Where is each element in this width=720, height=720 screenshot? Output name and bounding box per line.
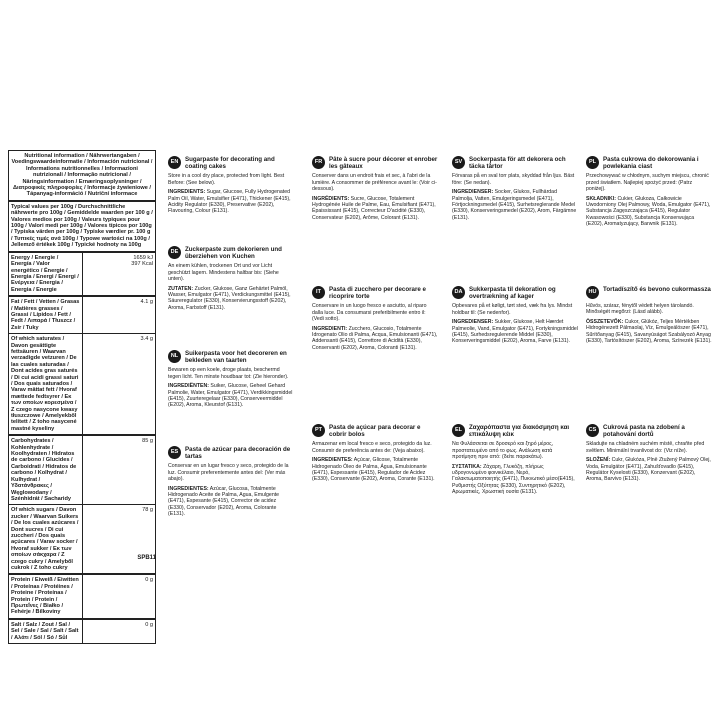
lang-block-pl [586,156,712,228]
block-title: Ζαχαρόπαστα για διακόσμηση και επικάλυψη κέικ [469,424,570,439]
language-badge: SV [452,156,465,169]
language-badge: ES [168,446,181,459]
ingredients-text [168,189,294,215]
nutrition-row-carbs-label: Carbohydrates / Kohlenhydrate / Koolhydraten / Hidratos de carbono / Glucides / Carboidrati / Hidratos de carbono / Kolhydrat / Kulhydrat / Υδατάνθρακες / Węglowodany / Szénhidrát / Sacharidy [9,435,83,505]
ingredients-text [312,196,438,222]
storage-text: Skladujte na chladném suchém místě, chraňte před světlem. Minimální trvanlivost do: (Viz níže). [586,441,705,454]
block-title: Sockerpasta för att dekorera och täcka tårtor [469,156,566,171]
storage-text: An einem kühlen, trockenen Ort und vor Licht geschützt lagern. Mindestens haltbar bis: (Siehe unten). [168,263,279,283]
ingredients-list: Sucre, Glucose, Totalement Hydrogénée Huile de Palme, Eau, Émulsifiant (E471), Épaississant (E415), Correcteur D'acidité (E330), Conservateur (E202), Arôme, Colorant (E131). [312,195,436,221]
language-badge: EN [168,156,181,169]
storage-text: Przechowywać w chłodnym, suchym miejscu, chronić przed światłem. Najlepiej spożyć przed: (Patrz poniżej). [586,173,709,193]
ingredients-list: Zucchero, Glucosio, Totalmente Idrogenato Olio di Palma, Acqua, Emulsionanti (E471), Addensanti (E415), Correttore di Acidità (E330), Conservanti (E202), Aroma, Coloranti (E131). [312,325,438,351]
storage-text: Conservar en un lugar fresco y seco, protegido de la luz. Consumir preferentemente antes del: (Ver más abajo). [168,463,289,483]
lang-block-cs [586,424,712,483]
language-badge: CS [586,424,599,437]
language-badge: PL [586,156,599,169]
nutrition-row-fat-value: 4.1 g [82,296,156,334]
lang-block-sv [452,156,578,221]
language-badge: EL [452,424,465,437]
lang-block-es [168,446,294,518]
ingredients-label: SLOŽENÍ: [586,457,611,464]
ingredients-list: Sugar, Glucose, Fully Hydrogenated Palm Oil, Water, Emulsifier (E471), Thickener (E415), Acidity Regulator (E330), Preservative (E202), Flavouring, Colour (E131). [168,189,291,215]
ingredients-text [168,383,294,409]
lang-block-da [452,286,578,345]
ingredients-text [452,464,578,496]
ingredients-list: Ζάχαρη, Γλυκόζη, πλήρως υδρογονωμένο φοινικέλαιο, Νερό, Γαλακτωματοποιητής (E471), Πυκνωτικό μέσο(E415), Ρυθμιστής Οξύτητας (E330), Συντηρητικό (E202), Αρωματικές, Χρωστική ουσία (E131). [452,463,575,496]
ingredients-text [312,457,438,483]
language-badge: IT [312,286,325,299]
ingredients-text [168,286,294,312]
ingredients-list: Socker, Glukos, Fullhärdad Palmolja, Vatten, Emulgeringsmedel (E471), Förtjockningsmedel (E415), Surhetsreglerande Medel (E330), Konserveringsmedel (E202), Arom, Färgämne (E131). [452,189,577,221]
ingredients-text [586,457,712,483]
storage-text: Store in a cool dry place, protected from light. Best Before: (See below). [168,173,285,186]
ingredients-label: SKŁADNIKI: [586,195,616,202]
block-title: Sukkerpasta til dekoration og overtrækning af kager [469,286,556,301]
nutrition-row-energy-value: 1659 kJ 397 Kcal [82,252,156,296]
language-badge: DA [452,286,465,299]
ingredients-label: INGREDIENTES: [312,457,353,464]
ingredients-label: ZUTATEN: [168,285,194,292]
block-title: Pasta di zucchero per decorare e ricoprire torte [329,286,426,301]
lang-block-de [168,246,294,311]
nutrition-row-typical: Typical values per 100g / Durchschnittliche nährwerte pro 100g / Gemiddelde waarden per 100 g / Valores medios por 100g / Valeurs typiques pour 100g / Valori medi per 100g / Valores típicos por 100g / Typiska värden per 100g / Typiske værdier pr. 100 g / Τυπικές τιμές ανά 100g / Typowe wartości na 100g / Jellemző értékek 100g / Typické hodnoty na 100g [9,201,156,252]
lang-block-nl [168,350,294,409]
ingredients-list: Sukker, Glukose, Helt Hærdet Palmeolie, Vand, Emulgator (E471), Fortykningsmiddel (E415), Surhedsregulerende Middel (E330), Konserveringsmiddel (E202), Aroma, Farve (E131). [452,319,578,345]
language-badge: FR [312,156,325,169]
nutrition-row-saturates-value: 3.4 g [82,334,156,436]
nutrition-header: Nutritional information / Nährwertangaben / Voedingswaardeinformatie / Información nutricional / Informations nutritionnelles / Informazioni nutrizionali / Informação nutricional / Näringsinformation / Ernæringsoplysninger / Διατροφικές πληροφορίες / Informacje żywieniowe / Tápanyag-információ / Nutriční informace [11,153,153,198]
storage-text: Opbevares på et køligt, tørt sted, væk fra lys. Mindst holdbar til: (Se nedenfor). [452,303,573,316]
nutrition-row-protein-value: 0 g [82,574,156,618]
ingredients-text [168,486,294,518]
ingredients-list: Cukor, Glükóz, Teljes Mértékben Hidrogénezett Pálmaolaj, Víz, Emulgeálószer (E471), Sűrítőanyag (E415), Savanyúságot Szabályozó Anyag (E330), Tartósítószer (E202), Aroma, Színezék (E131). [586,318,712,345]
language-badge: HU [586,286,599,299]
ingredients-text [312,326,438,352]
block-title: Sugarpaste for decorating and coating cakes [185,156,275,171]
nutrition-row-saturates-label: Of which saturates / Davon gesättigte fettsäuren / Waarvan verzadigde vetzuren / De las cuales saturadas / Dont acides gras saturés / Di cui acidi grassi saturi / Dos quais saturados / Varav mättat fett / Hvoraf mættede fedtsyrer / Εκ των οποίων κορεσμένα / Z czego nasycone kwasy tłuszczowe / Amelyekből telített / Z toho nasycené mastné kyseliny [9,334,83,436]
lang-block-el [452,424,578,496]
lang-block-it [312,286,438,351]
ingredients-text [586,196,712,228]
ingredients-label: INGRÉDIENTS: [312,195,350,202]
block-title: Cukrová pasta na zdobení a potahování dortů [603,424,685,439]
block-title: Suikerpasta voor het decoreren en bekleden van taarten [185,350,287,365]
nutrition-row-carbs-value: 85 g [82,435,156,505]
nutrition-row-sugars-value: 78 g [82,505,156,575]
ingredients-label: INGREDIENTS: [168,189,206,196]
block-title: Zuckerpaste zum dekorieren und überziehen von Kuchen [185,246,282,261]
storage-text: Hűvös, száraz, fénytől védett helyen tárolandó. Minőségét megőrzi: (Lásd alább). [586,303,694,316]
ingredients-label: INGREDIENTI: [312,325,348,332]
ingredients-label: ΣΥΣΤΑΤΙΚΑ: [452,463,482,470]
ingredients-text [452,189,578,221]
nutrition-row-protein-label: Protein / Eiweiß / Eiwitten / Proteínas / Protéines / Proteine / Proteínas / Protein / Protein / Πρωτεΐνες / Białko / Fehérje / Bílkoviny [9,574,83,618]
ingredients-label: INGREDIËNTEN: [168,383,209,390]
ingredients-list: Suiker, Glucose, Geheel Gehard Palmolie, Water, Emulgator (E471), Verdikkingsmiddel (E415), Zuurteregelaar (E330), Conserveermiddel (E202), Aroma, Kleurstof (E131). [168,383,293,409]
nutrition-table [8,150,156,644]
nutrition-row-energy-label: Energy / Energie / Energía / Valor energético / Énergie / Energia / Energi / Energi / Ενέργεια / Energia / Energia / Energie [9,252,83,296]
storage-text: Conservare in un luogo fresco e asciutto, al riparo dalla luce. Da consumarsi preferibilmente entro il: (Vedi sotto). [312,303,427,323]
ingredients-label: INGREDIENTES: [168,485,209,492]
storage-text: Förvaras på en sval torr plats, skyddad från ljus. Bäst före: (Se nedan). [452,173,575,186]
block-title: Pâte à sucre pour décorer et enrober les gâteaux [329,156,438,171]
block-title: Pasta de azúcar para decoración de tartas [185,446,291,461]
storage-text: Armazenar em local fresco e seco, protegido da luz. Consumir de preferência antes de: (Veja abaixo). [312,441,432,454]
ingredients-list: Cukier, Glukoza, Całkowicie Uwodorniony Olej Palmowy, Woda, Emulgator (E471), Substancja Zagęszczająca (E415), Regulator Kwasowości (E330), Substancja Konserwująca (E202), Aromatyzujący, Barwnik (E131). [586,195,711,228]
ingredients-text [452,319,578,345]
ingredients-list: Azúcar, Glucosa, Totalmente Hidrogenado Aceite de Palma, Agua, Emulgente (E471), Espesante (E415), Corrector de acidez (E330), Conservador (E202), Aroma, Colorante (E131). [168,485,280,518]
block-title: Pasta cukrowa do dekorowania i powlekania ciast [603,156,699,171]
block-title: Tortadíszítő és bevono cukormassza [603,286,711,293]
language-badge: DE [168,246,181,259]
ingredients-label: ÖSSZETEVŐK: [586,318,624,325]
nutrition-row-salt-label: Salt / Salz / Zout / Sal / Sel / Sale / Sal / Salt / Salt / Αλάτι / Sól / Só / Sůl [9,619,83,644]
ingredients-text [586,319,712,345]
ingredients-list: Zucker, Glukose, Ganz Gehärtet Palmöl, Wasser, Emulgator (E471), Verdickungsmittel (E415), Säureregulator (E330), Konservierungsstoff (E202), Aroma, Farbstoff (E131). [168,285,291,311]
product-code: SPB11 [137,555,156,561]
lang-block-pt [312,424,438,483]
nutrition-row-fat-label: Fat / Fett / Vetten / Grasas / Matières grasses / Grassi / Lípidos / Fett / Fedt / Λιπαρά / Tłuszcz / Zsír / Tuky [9,296,83,334]
storage-text: Conserver dans un endroit frais et sec, à l'abri de la lumière. A consommer de préférence avant le: (Voir ci-dessous). [312,173,437,193]
nutrition-row-salt-value: 0 g [82,619,156,644]
storage-text: Να Φυλάσσεται σε δροσερό και ξηρό μέρος, προστατευμένο από το φως. Ανάλωση κατά προτίμηση πριν από: (δείτε παρακάτω). [452,441,554,461]
ingredients-label: INGREDIENSER: [452,319,494,326]
storage-text: Bewaren op een koele, droge plaats, beschermd tegen licht. Ten minste houdbaar tot: (Zie hieronder). [168,367,289,380]
block-title: Pasta de açúcar para decorar e cobrir bolos [329,424,421,439]
language-badge: PT [312,424,325,437]
ingredients-label: INGREDIENSER: [452,189,494,196]
nutrition-row-sugars-label: Of which sugars / Davon zucker / Waarvan Suikers / De los cuales azúcares / Dont sucres / Di cui zuccheri / Dos quais açúcares / Varav socker / Hvoraf sukker / Εκ των οποίων σάκχαρα / Z czego cukry / Amelyből cukrok / Z toho cukry [9,505,83,575]
lang-block-fr [312,156,438,221]
lang-block-en [168,156,294,215]
lang-block-hu [586,286,712,344]
ingredients-list: Açúcar, Glicose, Totalmente Hidrogenado Óleo de Palma, Água, Emulsionante (E471), Espessante (E415), Regulador de Acidez (E330), Conservante (E202), Aroma, Corante (E131). [312,457,435,483]
ingredients-list: Cukr, Glukóza, Plně Ztužený Palmový Olej, Voda, Emulgátor (E471), Zahušťovadlo (E415), Regulátor Kyselosti (E330), Konzervant (E202), Aroma, Barvivo (E131). [586,457,711,483]
language-badge: NL [168,350,181,363]
